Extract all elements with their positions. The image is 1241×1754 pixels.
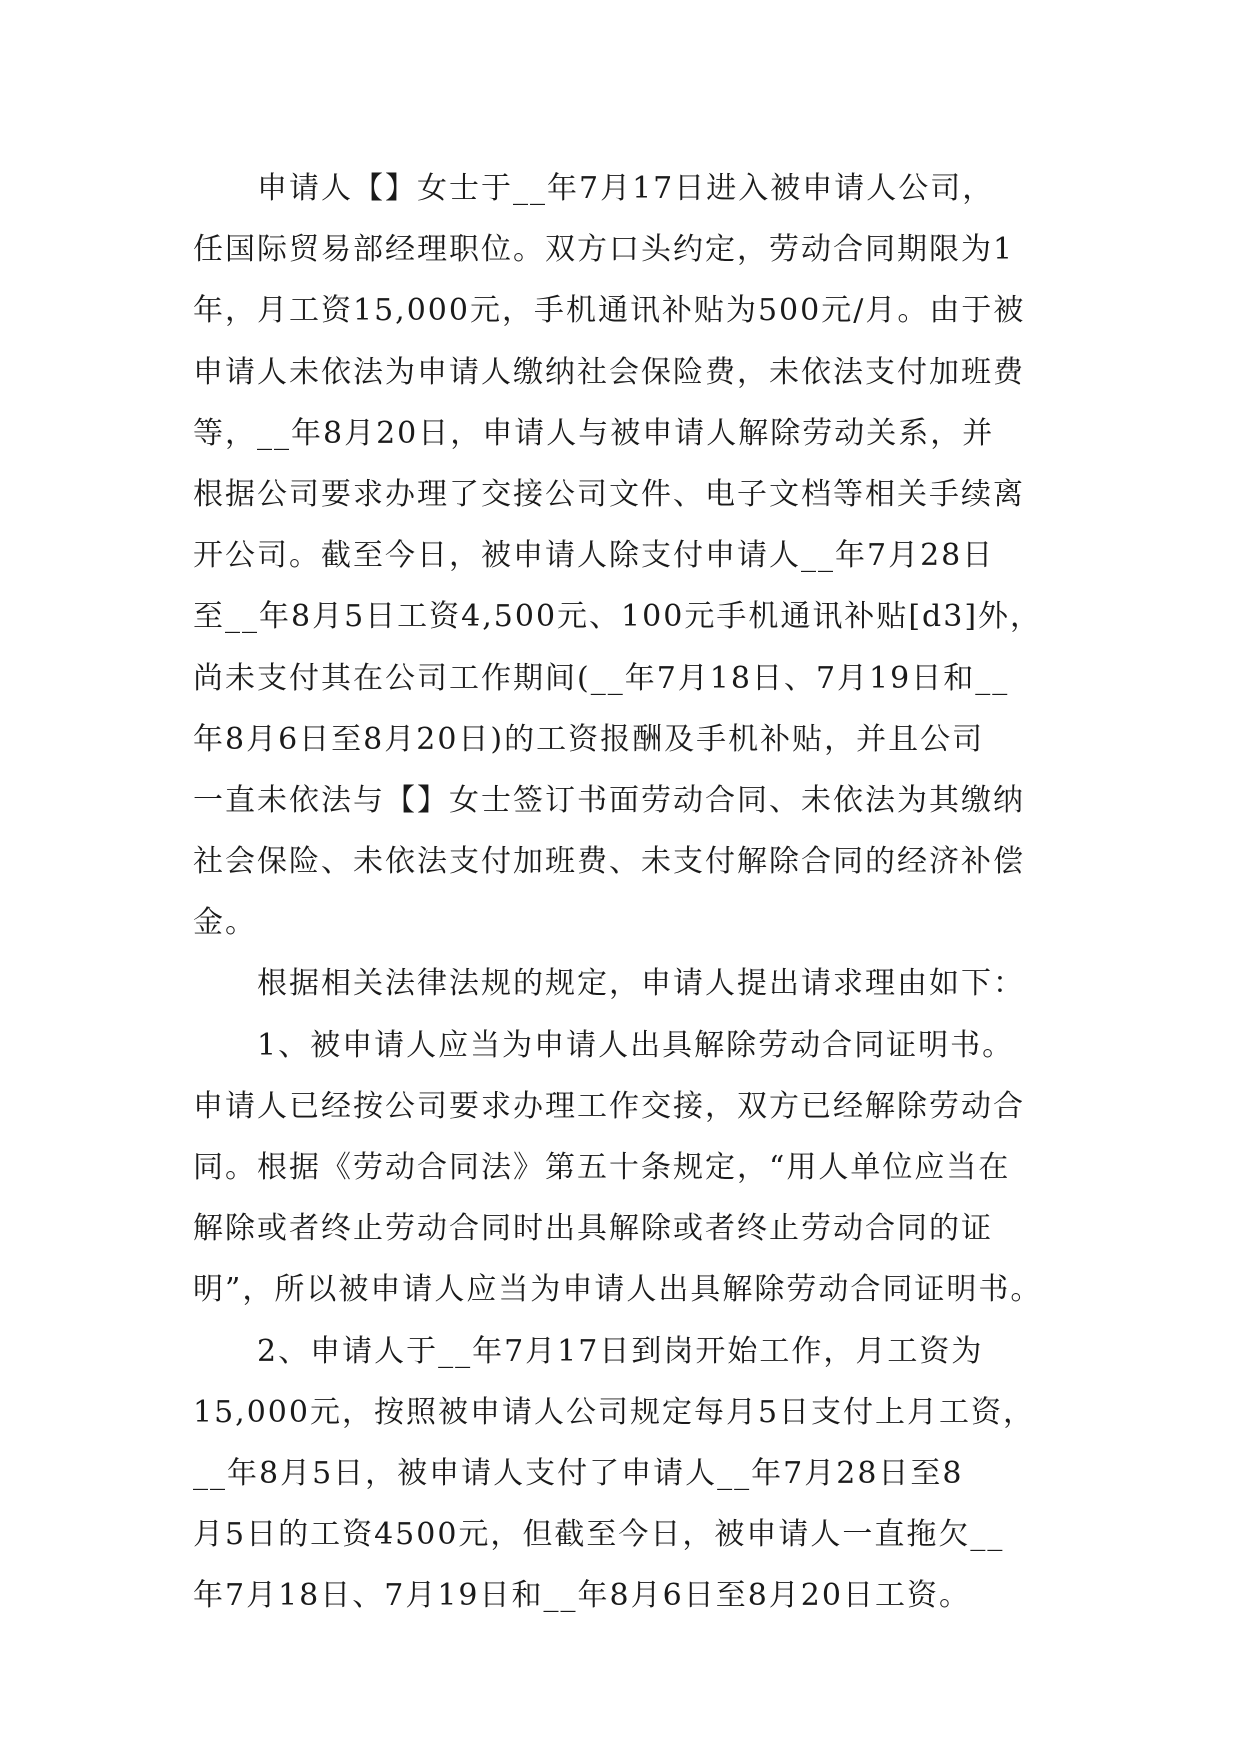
- text-line: 年，月工资15,000元，手机通讯补贴为500元/月。由于被: [193, 293, 1026, 329]
- text-line: 月5日的工资4500元，但截至今日，被申请人一直拖欠__: [193, 1517, 1005, 1553]
- text-line: 社会保险、未依法支付加班费、未支付解除合同的经济补偿: [193, 844, 1025, 880]
- document-body: [193, 158, 1073, 1627]
- text-line: 解除或者终止劳动合同时出具解除或者终止劳动合同的证: [193, 1211, 993, 1247]
- text-line: 年8月6日至8月20日)的工资报酬及手机补贴，并且公司: [193, 721, 985, 757]
- text-line: 申请人【】女士于__年7月17日进入被申请人公司，: [257, 171, 995, 206]
- text-line: 尚未支付其在公司工作期间(__年7月18日、7月19日和__: [193, 660, 1010, 696]
- paragraph-facts: [193, 158, 1073, 953]
- text-line: 年7月18日、7月19日和__年8月6日至8月20日工资。: [193, 1578, 971, 1614]
- text-line: 同。根据《劳动合同法》第五十条规定，“用人单位应当在: [193, 1150, 1011, 1185]
- paragraph-reason-2: [193, 1321, 1073, 1627]
- text-line: 申请人未依法为申请人缴纳社会保险费，未依法支付加班费: [193, 354, 1025, 390]
- paragraph-reasons-intro: [193, 953, 1073, 1014]
- text-line: 至__年8月5日工资4,500元、100元手机通讯补贴[d3]外，: [193, 599, 1043, 635]
- text-line: 一直未依法与【】女士签订书面劳动合同、未依法为其缴纳: [193, 782, 1025, 818]
- text-line: 2、申请人于__年7月17日到岗开始工作，月工资为: [257, 1333, 984, 1369]
- text-line: 根据相关法律法规的规定，申请人提出请求理由如下：: [257, 966, 1025, 1002]
- text-line: 金。: [193, 905, 257, 941]
- text-line: 申请人已经按公司要求办理工作交接，双方已经解除劳动合: [193, 1088, 1025, 1124]
- text-line: 开公司。截至今日，被申请人除支付申请人__年7月28日: [193, 538, 995, 574]
- text-line: 15,000元，按照被申请人公司规定每月5日支付上月工资，: [193, 1394, 1036, 1430]
- text-line: __年8月5日，被申请人支付了申请人__年7月28日至8: [193, 1455, 964, 1491]
- paragraph-reason-1: [193, 1015, 1073, 1321]
- text-line: 明”，所以被申请人应当为申请人出具解除劳动合同证明书。: [193, 1272, 1043, 1308]
- text-line: 1、被申请人应当为申请人出具解除劳动合同证明书。: [257, 1027, 1015, 1063]
- text-line: 等，__年8月20日，申请人与被申请人解除劳动关系，并: [193, 415, 995, 451]
- text-line: 任国际贸易部经理职位。双方口头约定，劳动合同期限为1: [193, 232, 1015, 268]
- text-line: 根据公司要求办理了交接公司文件、电子文档等相关手续离: [193, 476, 1025, 512]
